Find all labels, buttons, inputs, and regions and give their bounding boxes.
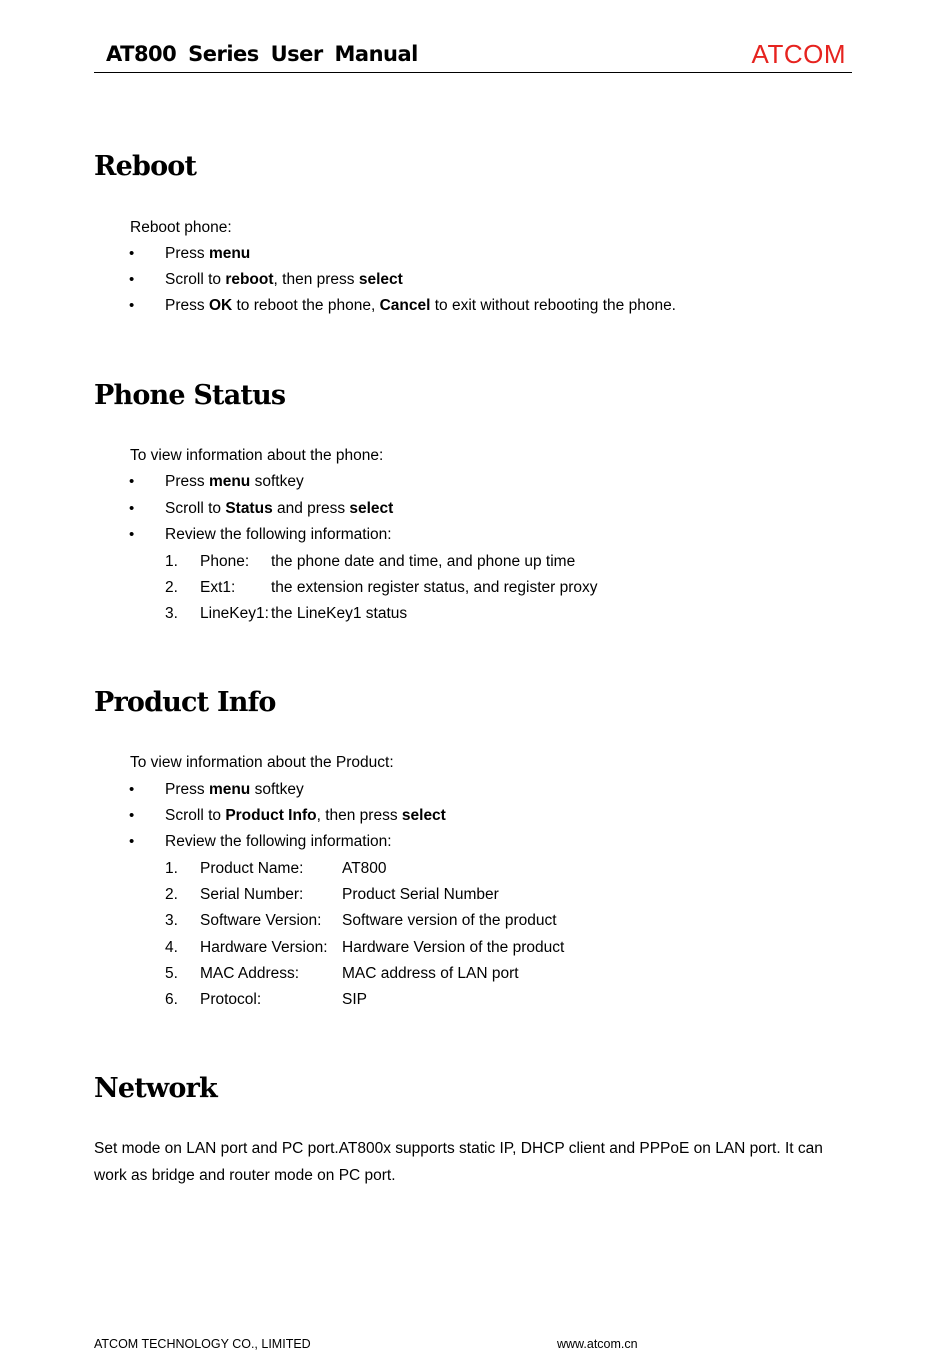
status-step-3: Review the following information: [165,526,392,543]
reboot-step-1: Press menu [165,245,251,262]
heading-phone-status: Phone Status [94,380,286,411]
atcom-logo: ATCOM [751,39,846,69]
list-item-number: 5. [165,965,178,982]
product-item-value: SIP [342,991,367,1008]
status-step-1: Press menu softkey [165,473,304,490]
product-item-label: Serial Number: [200,886,304,903]
list-item-number: 2. [165,579,178,596]
product-item-value: Hardware Version of the product [342,939,565,956]
bullet-icon: • [129,297,135,314]
bullet-icon: • [129,271,135,288]
heading-product-info: Product Info [94,687,276,718]
product-step-3: Review the following information: [165,833,392,850]
network-description: Set mode on LAN port and PC port.AT800x supports static IP, DHCP client and PPPoE on LAN port. It can work as bridge and router mode on PC port. [94,1140,823,1184]
status-item-value: the phone date and time, and phone up time [271,553,576,570]
bullet-icon: • [129,245,135,262]
product-item-value: Software version of the product [342,912,557,929]
status-item-value: the extension register status, and register proxy [271,579,598,596]
status-item-label: Phone: [200,553,250,570]
product-item-label: Software Version: [200,912,322,929]
product-item-value: Product Serial Number [342,886,499,903]
bullet-icon: • [129,526,135,543]
product-item-value: MAC address of LAN port [342,965,519,982]
footer-company: ATCOM TECHNOLOGY CO., LIMITED [94,1337,311,1351]
reboot-step-2: Scroll to reboot, then press select [165,271,403,288]
product-step-2: Scroll to Product Info, then press select [165,807,446,824]
status-step-2: Scroll to Status and press select [165,500,394,517]
bullet-icon: • [129,473,135,490]
reboot-step-3: Press OK to reboot the phone, Cancel to exit without rebooting the phone. [165,297,676,314]
product-intro: To view information about the Product: [130,754,394,771]
header-divider [94,72,852,73]
product-item-label: MAC Address: [200,965,300,982]
reboot-intro: Reboot phone: [130,219,232,236]
list-item-number: 3. [165,605,178,622]
list-item-number: 2. [165,886,178,903]
bullet-icon: • [129,807,135,824]
status-item-value: the LineKey1 status [271,605,408,622]
product-item-label: Protocol: [200,991,262,1008]
list-item-number: 3. [165,912,178,929]
list-item-number: 1. [165,553,178,570]
product-item-value: AT800 [342,860,387,877]
status-intro: To view information about the phone: [130,447,384,464]
list-item-number: 1. [165,860,178,877]
status-item-label: Ext1: [200,579,236,596]
product-item-label: Product Name: [200,860,304,877]
heading-reboot: Reboot [94,151,197,182]
status-item-label: LineKey1: [200,605,269,622]
bullet-icon: • [129,500,135,517]
document-title: AT800 Series User Manual [106,42,418,66]
product-step-1: Press menu softkey [165,781,304,798]
list-item-number: 6. [165,991,178,1008]
footer-website: www.atcom.cn [557,1337,638,1351]
bullet-icon: • [129,781,135,798]
heading-network: Network [94,1073,217,1104]
bullet-icon: • [129,833,135,850]
list-item-number: 4. [165,939,178,956]
product-item-label: Hardware Version: [200,939,328,956]
